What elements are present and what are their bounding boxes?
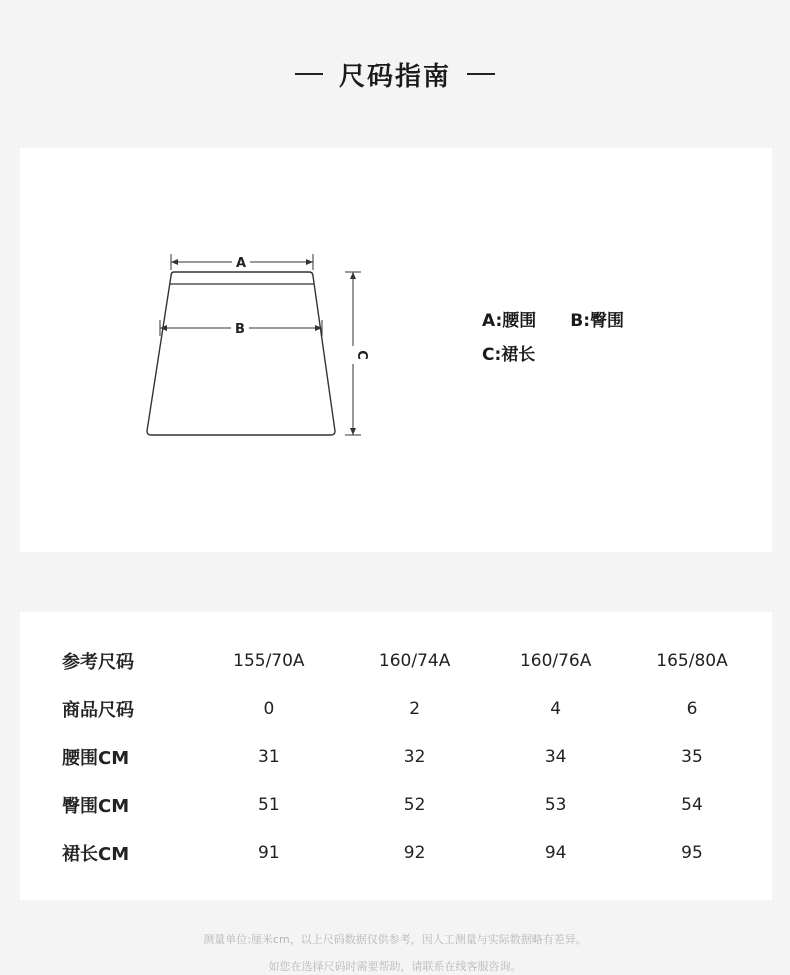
table-cell: 0 [263, 699, 275, 719]
column-header: 160/76A [519, 651, 592, 671]
size-table-panel [20, 612, 772, 900]
dimension-c-label: C [354, 350, 369, 360]
column-header: 165/80A [656, 651, 728, 671]
table-cell: 2 [409, 699, 421, 719]
row-label: 商品尺码 [62, 700, 134, 721]
title-line-right [467, 73, 495, 75]
table-cell: 52 [403, 795, 426, 815]
table-cell: 31 [258, 747, 280, 767]
table-cell: 92 [403, 843, 426, 863]
table-cell: 94 [544, 843, 567, 863]
page-header [0, 48, 790, 100]
dimension-b-label: B [235, 322, 245, 337]
size-table [62, 637, 772, 877]
row-label: 臀围CM [62, 796, 130, 817]
table-row [62, 685, 772, 733]
header-label: 参考尺码 [62, 652, 134, 673]
skirt-outline [147, 272, 335, 435]
dimension-a-label: A [235, 256, 247, 271]
legend-a: A:腰围 [482, 311, 537, 331]
table-cell: 34 [544, 747, 567, 767]
measurement-legend [482, 304, 658, 372]
column-header: 160/74A [378, 651, 451, 671]
row-label: 裙长CM [62, 844, 130, 865]
table-cell: 91 [258, 843, 280, 863]
legend-c: C:裙长 [482, 345, 536, 365]
legend-b: B:臀围 [570, 311, 625, 331]
table-cell: 95 [681, 843, 703, 863]
table-cell: 35 [681, 747, 703, 767]
table-cell: 54 [681, 795, 703, 815]
table-cell: 4 [550, 699, 562, 719]
page-title: 尺码指南 [338, 61, 451, 92]
table-cell: 32 [403, 747, 426, 767]
table-cell: 53 [544, 795, 567, 815]
row-label: 腰围CM [62, 748, 130, 769]
title-line-left [295, 73, 323, 75]
table-cell: 51 [258, 795, 280, 815]
column-header: 155/70A [233, 651, 305, 671]
table-cell: 6 [686, 699, 698, 719]
table-row [62, 829, 772, 877]
help-note: 如您在选择尺码时需要帮助，请联系在线客服咨询。 [268, 960, 522, 973]
size-diagram-panel [20, 148, 772, 552]
table-row [62, 781, 772, 829]
table-row [62, 733, 772, 781]
table-header-row [62, 637, 772, 685]
measurement-note: 测量单位:厘米cm，以上尺码数据仅供参考，因人工测量与实际数据略有差异。 [203, 933, 587, 946]
skirt-diagram [20, 148, 772, 552]
